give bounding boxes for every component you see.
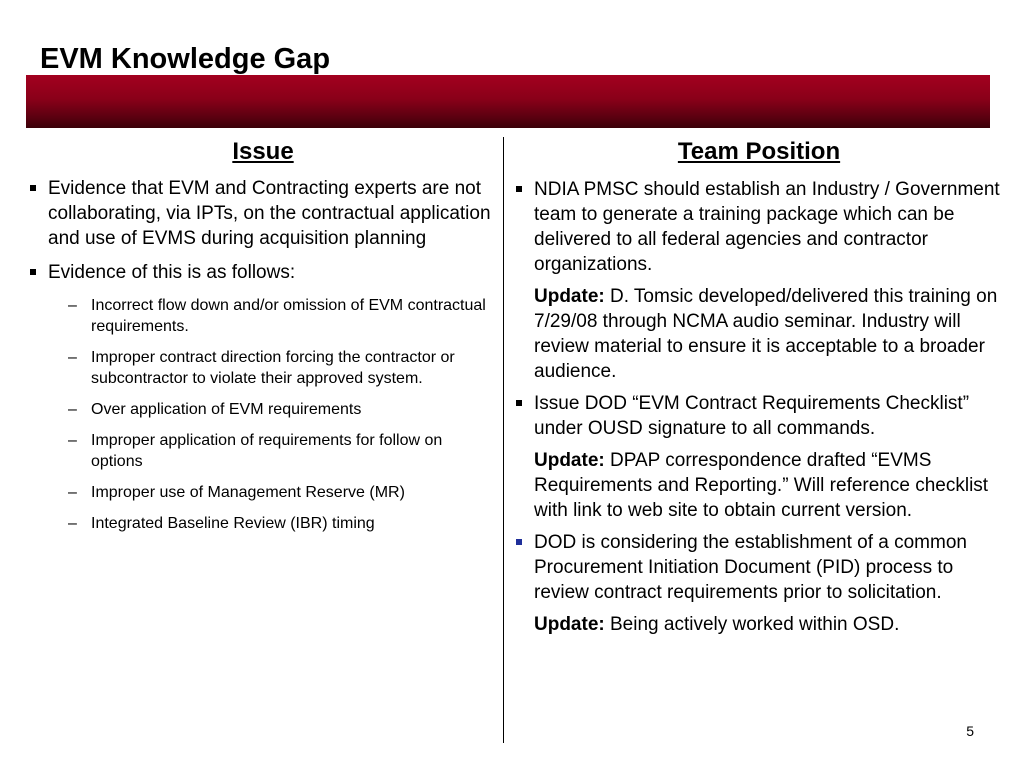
dash-bullet-icon: – xyxy=(68,297,77,314)
issue-sub-bullet-text: Incorrect flow down and/or omission of EVM contractual requirements. xyxy=(91,297,486,335)
square-bullet-icon xyxy=(30,269,36,275)
page-number: 5 xyxy=(966,723,974,739)
update-text: Being actively worked within OSD. xyxy=(610,614,900,635)
issue-bullet xyxy=(28,176,498,251)
update-note xyxy=(514,284,1004,384)
dash-bullet-icon: – xyxy=(68,401,77,418)
issue-sub-bullet-text: Improper use of Management Reserve (MR) xyxy=(91,484,405,501)
issue-sub-bullet xyxy=(28,295,498,337)
issue-sub-bullet-text: Improper application of requirements for follow on options xyxy=(91,432,443,470)
update-label: Update: xyxy=(534,614,610,635)
issue-bullet-text: Evidence that EVM and Contracting experts are not collaborating, via IPTs, on the contractual application and use of EVMS during acquisition planning xyxy=(48,178,491,249)
square-bullet-icon xyxy=(516,400,522,406)
issue-sub-bullet-text: Integrated Baseline Review (IBR) timing xyxy=(91,515,375,532)
update-text: D. Tomsic developed/delivered this training on 7/29/08 through NCMA audio seminar. Industry will review material to ensure it is acceptable to a broader audience. xyxy=(534,286,998,382)
team-position-heading: Team Position xyxy=(677,138,841,165)
issue-sub-bullet xyxy=(28,513,498,534)
update-note xyxy=(514,612,1004,637)
team-position-bullet-text: DOD is considering the establishment of a common Procurement Initiation Document (PID) process to review contract requirements prior to solicitation. xyxy=(534,532,967,603)
dash-bullet-icon: – xyxy=(68,432,77,449)
issue-sub-bullet xyxy=(28,430,498,472)
issue-column xyxy=(28,137,498,544)
issue-sub-bullet-list xyxy=(28,295,498,534)
slide-title: EVM Knowledge Gap xyxy=(40,43,331,75)
square-bullet-icon xyxy=(516,539,522,545)
issue-sub-bullet xyxy=(28,347,498,389)
dash-bullet-icon: – xyxy=(68,349,77,366)
column-divider xyxy=(503,137,504,743)
issue-bullet-text: Evidence of this is as follows: xyxy=(48,262,296,283)
issue-heading: Issue xyxy=(232,138,294,165)
square-bullet-icon xyxy=(30,185,36,191)
update-label: Update: xyxy=(534,286,610,307)
team-position-bullet-text: Issue DOD “EVM Contract Requirements Checklist” under OUSD signature to all commands. xyxy=(534,393,970,439)
dash-bullet-icon: – xyxy=(68,515,77,532)
dash-bullet-icon: – xyxy=(68,484,77,501)
team-position-column xyxy=(514,137,1004,644)
team-position-bullet xyxy=(514,530,1004,605)
update-note xyxy=(514,448,1004,523)
issue-bullet-list xyxy=(28,176,498,285)
square-bullet-icon xyxy=(516,186,522,192)
issue-sub-bullet-text: Over application of EVM requirements xyxy=(91,401,362,418)
update-text: DPAP correspondence drafted “EVMS Requirements and Reporting.” Will reference checklist with link to web site to obtain current version. xyxy=(534,450,989,521)
team-position-bullet-text: NDIA PMSC should establish an Industry / Government team to generate a training package which can be delivered to all federal agencies and contractor organizations. xyxy=(534,179,1000,275)
issue-sub-bullet xyxy=(28,399,498,420)
team-position-bullet xyxy=(514,177,1004,277)
title-banner xyxy=(26,75,990,128)
issue-sub-bullet-text: Improper contract direction forcing the contractor or subcontractor to violate their approved system. xyxy=(91,349,455,387)
update-label: Update: xyxy=(534,450,610,471)
issue-sub-bullet xyxy=(28,482,498,503)
team-position-bullet xyxy=(514,391,1004,441)
issue-bullet xyxy=(28,260,498,285)
